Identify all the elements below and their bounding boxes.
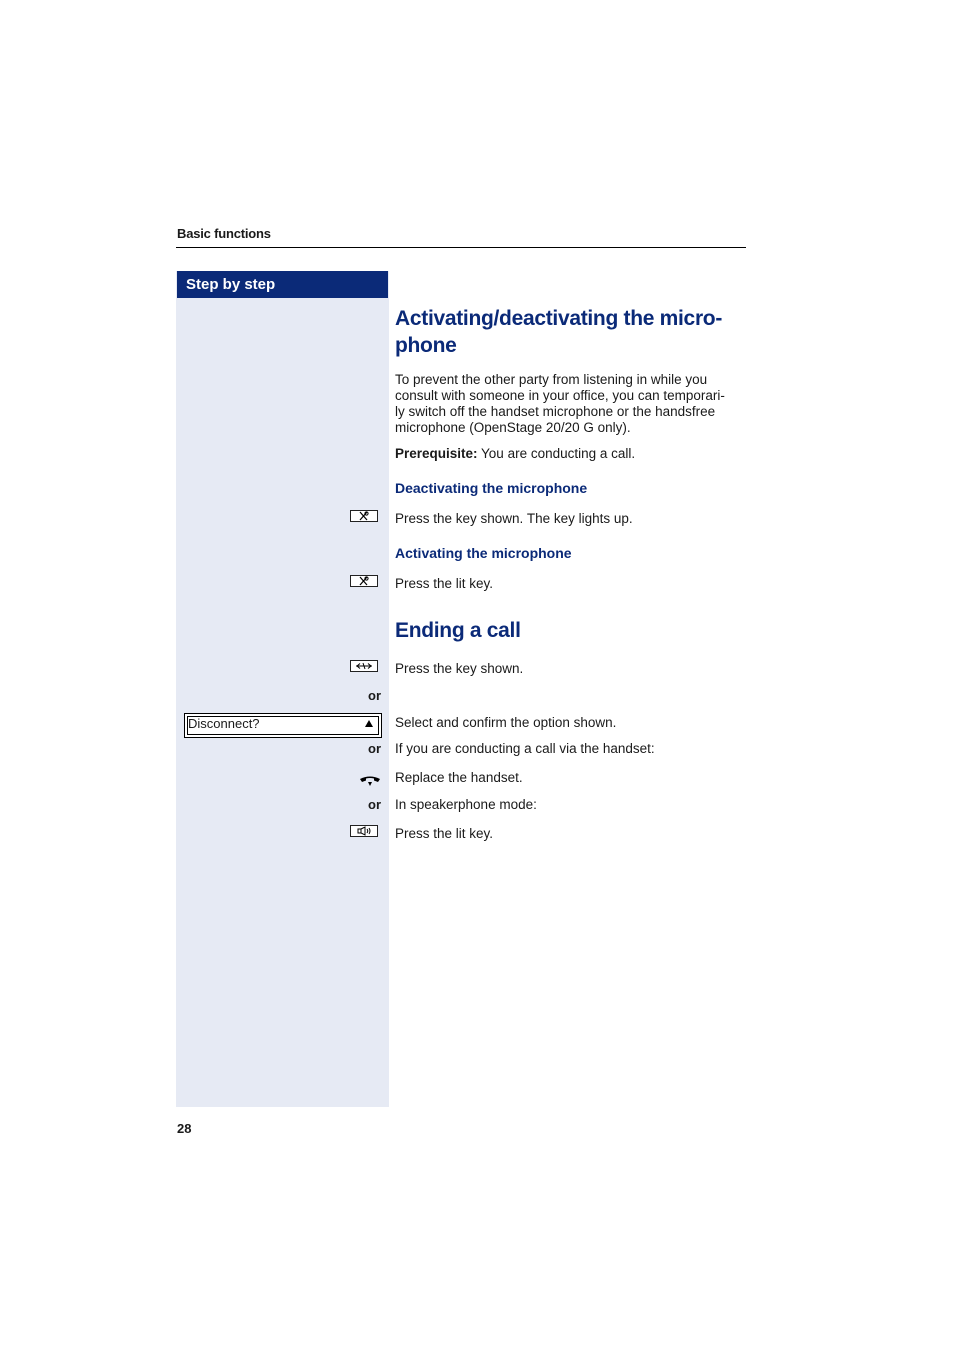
disconnect-option[interactable] [184,713,382,738]
intro-line: microphone (OpenStage 20/20 G only). [395,420,631,435]
activate-step: Press the lit key. [395,576,494,591]
speaker-icon[interactable] [350,825,378,837]
title-line-2: phone [395,334,457,357]
page-number: 28 [177,1121,192,1136]
header-divider [176,247,746,248]
handset-down-icon [358,774,382,792]
arrow-up-icon [365,720,373,727]
prerequisite [395,446,747,462]
release-call-icon[interactable] [350,660,378,672]
ending-step-1: Press the key shown. [395,661,524,676]
ending-step-4: Press the lit key. [395,826,494,841]
microphone-mute-icon[interactable] [350,510,378,522]
title-line-1: Activating/deactivating the micro- [395,307,723,330]
ending-step-2: Select and confirm the option shown. [395,715,617,730]
prerequisite-label: Prerequisite: [395,446,478,461]
intro-line: ly switch off the handset microphone or the handsfree [395,404,716,419]
step-sidebar [176,271,389,1107]
deactivate-step: Press the key shown. The key lights up. [395,511,633,526]
or-label: or [368,741,381,756]
section-title-ending: Ending a call [395,619,521,642]
deactivate-title: Deactivating the microphone [395,480,588,496]
ending-step-4-intro: In speakerphone mode: [395,797,537,812]
intro-line: consult with someone in your office, you can temporari- [395,388,725,403]
section-header: Basic functions [177,226,271,241]
section-title-microphone [395,305,722,359]
microphone-mute-icon[interactable] [350,575,378,587]
or-label: or [368,688,381,703]
sidebar-title: Step by step [177,271,388,298]
or-label: or [368,797,381,812]
prerequisite-text: You are conducting a call. [477,446,636,461]
ending-step-3-intro: If you are conducting a call via the handset: [395,741,655,756]
intro-paragraph [395,372,747,436]
activate-title: Activating the microphone [395,545,572,561]
display-option-text: Disconnect? [188,716,260,731]
ending-step-3: Replace the handset. [395,770,523,785]
intro-line: To prevent the other party from listening in while you [395,372,708,387]
